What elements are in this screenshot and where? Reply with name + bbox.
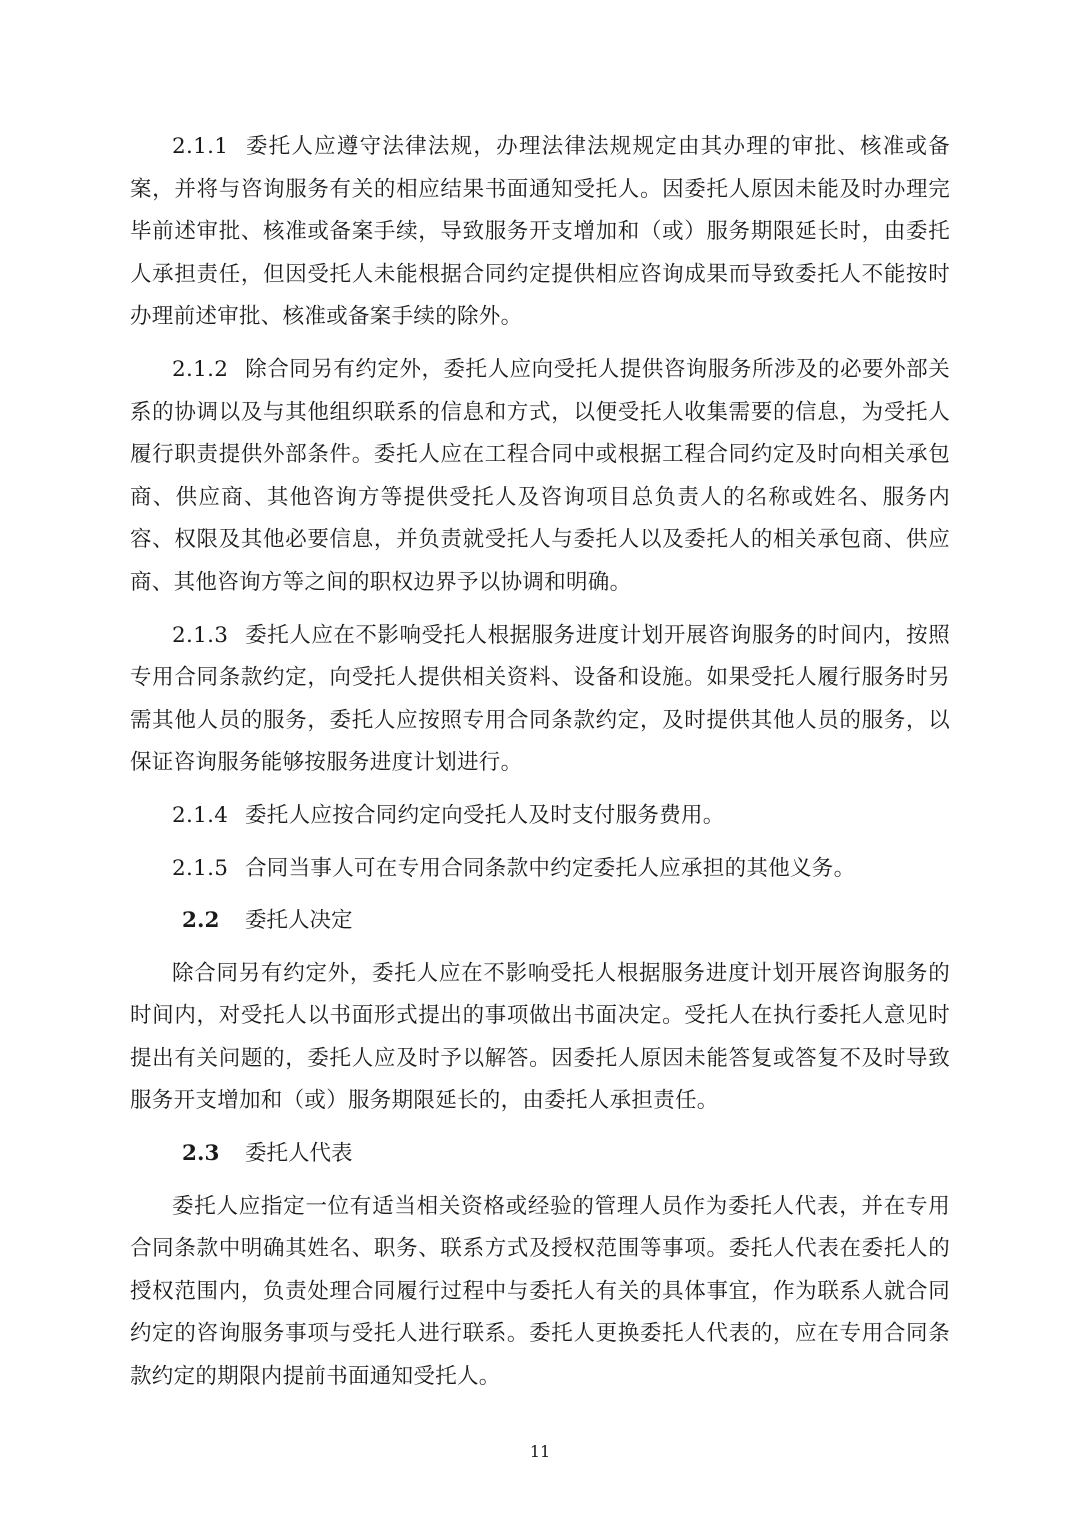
clause-number: 2.1.3 xyxy=(172,622,229,648)
document-page xyxy=(130,126,950,1409)
section-2-3-body: 委托人应指定一位有适当相关资格或经验的管理人员作为委托人代表，并在专用合同条款中明确其姓名、职务、联系方式及授权范围等事项。委托人代表在委托人的授权范围内，负责处理合同履行过程中与委托人有关的具体事宜，作为联系人就合同约定的咨询服务事项与受托人进行联系。委托人更换委托人代表的，应在专用合同条款约定的期限内提前书面通知受托人。 xyxy=(130,1193,950,1390)
clause-2-1-5 xyxy=(130,848,950,891)
clause-number: 2.1.2 xyxy=(172,356,229,382)
section-number: 2.3 xyxy=(182,1141,220,1167)
clause-2-1-2 xyxy=(130,349,950,605)
clause-2-1-4 xyxy=(130,795,950,838)
clause-number: 2.1.1 xyxy=(172,134,229,159)
clause-text: 委托人应按合同约定向受托人及时支付服务费用。 xyxy=(245,802,725,828)
clause-text: 委托人应遵守法律法规，办理法律法规规定由其办理的审批、核准或备案，并将与咨询服务有关的相应结果书面通知受托人。因委托人原因未能及时办理完毕前述审批、核准或备案手续，导致服务开支增加和（或）服务期限延长时，由委托人承担责任，但因受托人未能根据合同约定提供相应咨询成果而导致委托人不能按时办理前述审批、核准或备案手续的除外。 xyxy=(130,134,950,330)
clause-text: 除合同另有约定外，委托人应向受托人提供咨询服务所涉及的必要外部关系的协调以及与其他组织联系的信息和方式，以便受托人收集需要的信息，为受托人履行职责提供外部条件。委托人应在工程合同中或根据工程合同约定及时向相关承包商、供应商、其他咨询方等提供受托人及咨询项目总负责人的名称或姓名、服务内容、权限及其他必要信息，并负责就受托人与委托人以及委托人的相关承包商、供应商、其他咨询方等之间的职权边界予以协调和明确。 xyxy=(130,356,950,595)
clause-number: 2.1.4 xyxy=(172,802,229,828)
page-number: 11 xyxy=(529,1442,551,1461)
section-2-2-body: 除合同另有约定外，委托人应在不影响受托人根据服务进度计划开展咨询服务的时间内，对受托人以书面形式提出的事项做出书面决定。受托人在执行委托人意见时提出有关问题的，委托人应及时予以解答。因委托人原因未能答复或答复不及时导致服务开支增加和（或）服务期限延长的，由委托人承担责任。 xyxy=(130,960,950,1114)
section-title: 委托人决定 xyxy=(245,908,353,934)
clause-text: 合同当事人可在专用合同条款中约定委托人应承担的其他义务。 xyxy=(245,855,856,881)
section-heading-2-2 xyxy=(130,900,950,943)
clause-2-1-1 xyxy=(130,126,950,339)
section-number: 2.2 xyxy=(182,908,220,934)
clause-number: 2.1.5 xyxy=(172,855,229,881)
section-title: 委托人代表 xyxy=(245,1141,353,1167)
section-heading-2-3 xyxy=(130,1133,950,1176)
clause-2-1-3 xyxy=(130,615,950,785)
clause-text: 委托人应在不影响受托人根据服务进度计划开展咨询服务的时间内，按照专用合同条款约定，向受托人提供相关资料、设备和设施。如果受托人履行服务时另需其他人员的服务，委托人应按照专用合同条款约定，及时提供其他人员的服务，以保证咨询服务能够按服务进度计划进行。 xyxy=(130,622,950,776)
